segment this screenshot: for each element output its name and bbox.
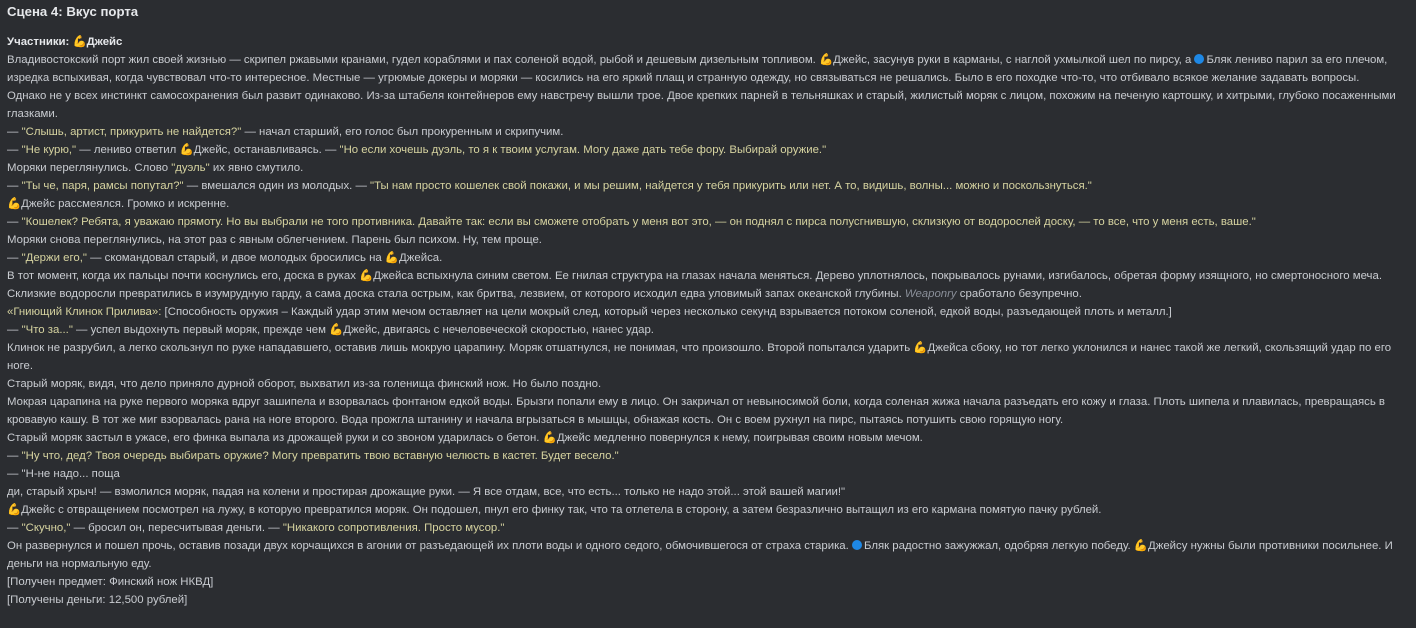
paragraph	[7, 465, 1406, 483]
paragraph	[7, 339, 1406, 375]
quote: "Что за..."	[21, 324, 73, 336]
paragraph	[7, 141, 1406, 159]
skill-name: Weaponry	[904, 288, 957, 300]
text: —	[7, 144, 22, 156]
text: 💪Джейс, двигаясь с нечеловеческой скоростью, нанес удар.	[329, 324, 654, 336]
text: ди, старый хрыч! — взмолился моряк, падая на колени и простирая дрожащие руки. — Я все отдам, все, что есть... только не надо этой... этой вашей магии!"	[7, 486, 846, 498]
text: 💪Джейса сбоку, но тот легко уклонился и нанес такой же легкий, скользящий удар по его ноге.	[7, 342, 1392, 372]
text: [Получены деньги: 12,500 рублей]	[7, 594, 188, 606]
text: сработало безупречно.	[956, 288, 1082, 300]
paragraph	[7, 123, 1406, 141]
item-received	[7, 573, 1406, 591]
quote: "Кошелек? Ребята, я уважаю прямоту. Но вы выбрали не того противника. Давайте так: если вы сможете отобрать у меня вот это, — он поднял с пирса полусгнившую, склизкую от водорослей доску, — то все, что у меня есть, ваше."	[21, 216, 1256, 228]
text: Бляк лениво парил за его плечом, изредка вспыхивая, когда чувствовал что-то интересное. Местные — угрюмые докеры и моряки — косились на его яркий плащ и странную одежду, но связываться не решались. Было в его походке что-то, что отбивало всякое желание задавать вопросы.	[7, 54, 1388, 84]
quote: "дуэль"	[171, 162, 210, 174]
text: —	[7, 180, 22, 192]
quote: "Ты нам просто кошелек свой покажи, и мы решим, найдется у тебя прикурить или нет. А то, видишь, волны... можно и поскользнуться."	[370, 180, 1092, 192]
text: Моряки снова переглянулись, на этот раз с явным облегчением. Парень был психом. Ну, тем проще.	[7, 234, 542, 246]
text: 💪Джейс медленно повернулся к нему, поигрывая своим новым мечом.	[542, 432, 923, 444]
text: —	[7, 324, 22, 336]
paragraph	[7, 87, 1406, 123]
text: Старый моряк, видя, что дело приняло дурной оборот, выхватил из-за голенища финский нож. Но было поздно.	[7, 378, 602, 390]
text: 💪Джейса вспыхнула синим светом. Ее гнилая структура на глазах начала меняться. Дерево уплотнялось, покрывалось рунами, изгибалось, обретая форму изящного, но смертоносного меча. Склизкие водоросли превратились в изумрудную гарду, а сама доска стала острым, как бритва, лезвием, от которого исходил едва уловимый запах океанской глубины.	[7, 270, 1382, 300]
text: 💪Джейс, засунув руки в карманы, с наглой ухмылкой шел по пирсу, а	[818, 54, 1195, 66]
text: Мокрая царапина на руке первого моряка вдруг зашипела и взорвалась фонтаном едкой воды. Брызги попали ему в лицо. Он закричал от невыносимой боли, когда соленая жижа начала разъедать его кожу и глаза. Плоть шипела и плавилась, превращаясь в кровавую кашу. В тот же миг взорвалась рана на ноге второго. Вода прожгла штанину и начала вгрызаться в мышцы, обнажая кость. Он с воем рухнул на пирс, пытаясь потушить свою горящую ногу.	[7, 396, 1385, 426]
text: —	[7, 450, 22, 462]
paragraph	[7, 159, 1406, 177]
text: — успел выдохнуть первый моряк, прежде чем	[72, 324, 330, 336]
text: Однако не у всех инстинкт самосохранения был развит одинаково. Из-за штабеля контейнеров ему навстречу вышли трое. Двое крепких парней в тельняшках и старый, жилистый моряк с лицом, похожим на печеную картошку, и хитрыми, глубоко посаженными глазками.	[7, 90, 1396, 120]
paragraph	[7, 267, 1406, 303]
paragraph	[7, 177, 1406, 195]
text: Бляк радостно зажужжал, одобряя легкую победу.	[863, 540, 1134, 552]
paragraph	[7, 321, 1406, 339]
scene-title: Сцена 4: Вкус порта	[7, 4, 139, 19]
text: — начал старший, его голос был прокуренным и скрипучим.	[241, 126, 564, 138]
quote: "Ну что, дед? Твоя очередь выбирать оружие? Могу превратить твою вставную челюсть в кастет. Будет весело."	[21, 450, 619, 462]
weapon-name: «Гниющий Клинок Прилива»:	[7, 306, 162, 318]
text: 💪Джейс с отвращением посмотрел на лужу, в которую превратился моряк. Он подошел, пнул его финку так, что та отлетела в сторону, а затем безразлично вытащил из его кармана помятую пачку рублей.	[7, 504, 1102, 516]
paragraph	[7, 213, 1406, 231]
text: Моряки переглянулись. Слово	[7, 162, 172, 174]
text: — скомандовал старый, и двое молодых бросились на	[86, 252, 385, 264]
paragraph	[7, 483, 1406, 501]
paragraph	[7, 303, 1406, 321]
paragraph	[7, 429, 1406, 447]
text: Клинок не разрубил, а легко скользнул по руке нападавшего, оставив лишь мокрую царапину. Моряк отшатнулся, не понимая, что произошло. Второй попытался ударить	[7, 342, 914, 354]
quote: "Держи его,"	[21, 252, 87, 264]
text: 💪Джейс рассмеялся. Громко и искренне.	[7, 198, 230, 210]
text: Старый моряк застыл в ужасе, его финка выпала из дрожащей руки и со звоном ударилась о бетон.	[7, 432, 543, 444]
paragraph	[7, 195, 1406, 213]
text: — вмешался один из молодых. —	[183, 180, 371, 192]
text: — бросил он, пересчитывая деньги. —	[70, 522, 283, 534]
text: —	[7, 522, 22, 534]
paragraph	[7, 537, 1406, 573]
text: —	[7, 252, 22, 264]
paragraph	[7, 501, 1406, 519]
text: Владивостокский порт жил своей жизнью — скрипел ржавыми кранами, гудел кораблями и пах соленой водой, рыбой и дешевым дизельным топливом.	[7, 54, 819, 66]
text: В тот момент, когда их пальцы почти коснулись его, доска в руках	[7, 270, 360, 282]
text: 💪Джейс, останавливаясь. —	[179, 144, 340, 156]
text: Он развернулся и пошел прочь, оставив позади двух корчащихся в агонии от разъедающей их плоти воды и одного седого, обмочившегося от страха старика.	[7, 540, 852, 552]
quote: "Слышь, артист, прикурить не найдется?"	[21, 126, 242, 138]
paragraph	[7, 393, 1406, 429]
text: — лениво ответил	[76, 144, 180, 156]
text: [Получен предмет: Финский нож НКВД]	[7, 576, 214, 588]
paragraph	[7, 231, 1406, 249]
quote: "Ты че, паря, рамсы попутал?"	[21, 180, 184, 192]
paragraph	[7, 51, 1406, 87]
text: —	[7, 216, 22, 228]
paragraph	[7, 249, 1406, 267]
paragraph	[7, 519, 1406, 537]
text: —	[7, 126, 22, 138]
blue-orb-icon	[852, 540, 862, 550]
participant-jace: 💪Джейс	[72, 36, 123, 48]
blue-orb-icon	[1194, 54, 1204, 64]
text: — "Н-не надо... поща	[7, 468, 120, 480]
text: их явно смутило.	[209, 162, 304, 174]
participants-line	[7, 33, 1406, 51]
quote: "Никакого сопротивления. Просто мусор."	[282, 522, 505, 534]
paragraph	[7, 375, 1406, 393]
text: 💪Джейса.	[384, 252, 443, 264]
quote: "Скучно,"	[21, 522, 71, 534]
paragraph	[7, 447, 1406, 465]
participants-label: Участники:	[7, 36, 70, 48]
money-received	[7, 591, 1406, 609]
quote: "Но если хочешь дуэль, то я к твоим услугам. Могу даже дать тебе фору. Выбирай оружие."	[339, 144, 827, 156]
text: 💪Джейсу нужны были противники посильнее. И деньги на нормальную еду.	[7, 540, 1393, 570]
quote: "Не курю,"	[21, 144, 77, 156]
text: [Способность оружия – Каждый удар этим мечом оставляет на цели мокрый след, который через несколько секунд взрывается потоком соленой, едкой воды, разъедающей плоть и металл.]	[161, 306, 1172, 318]
